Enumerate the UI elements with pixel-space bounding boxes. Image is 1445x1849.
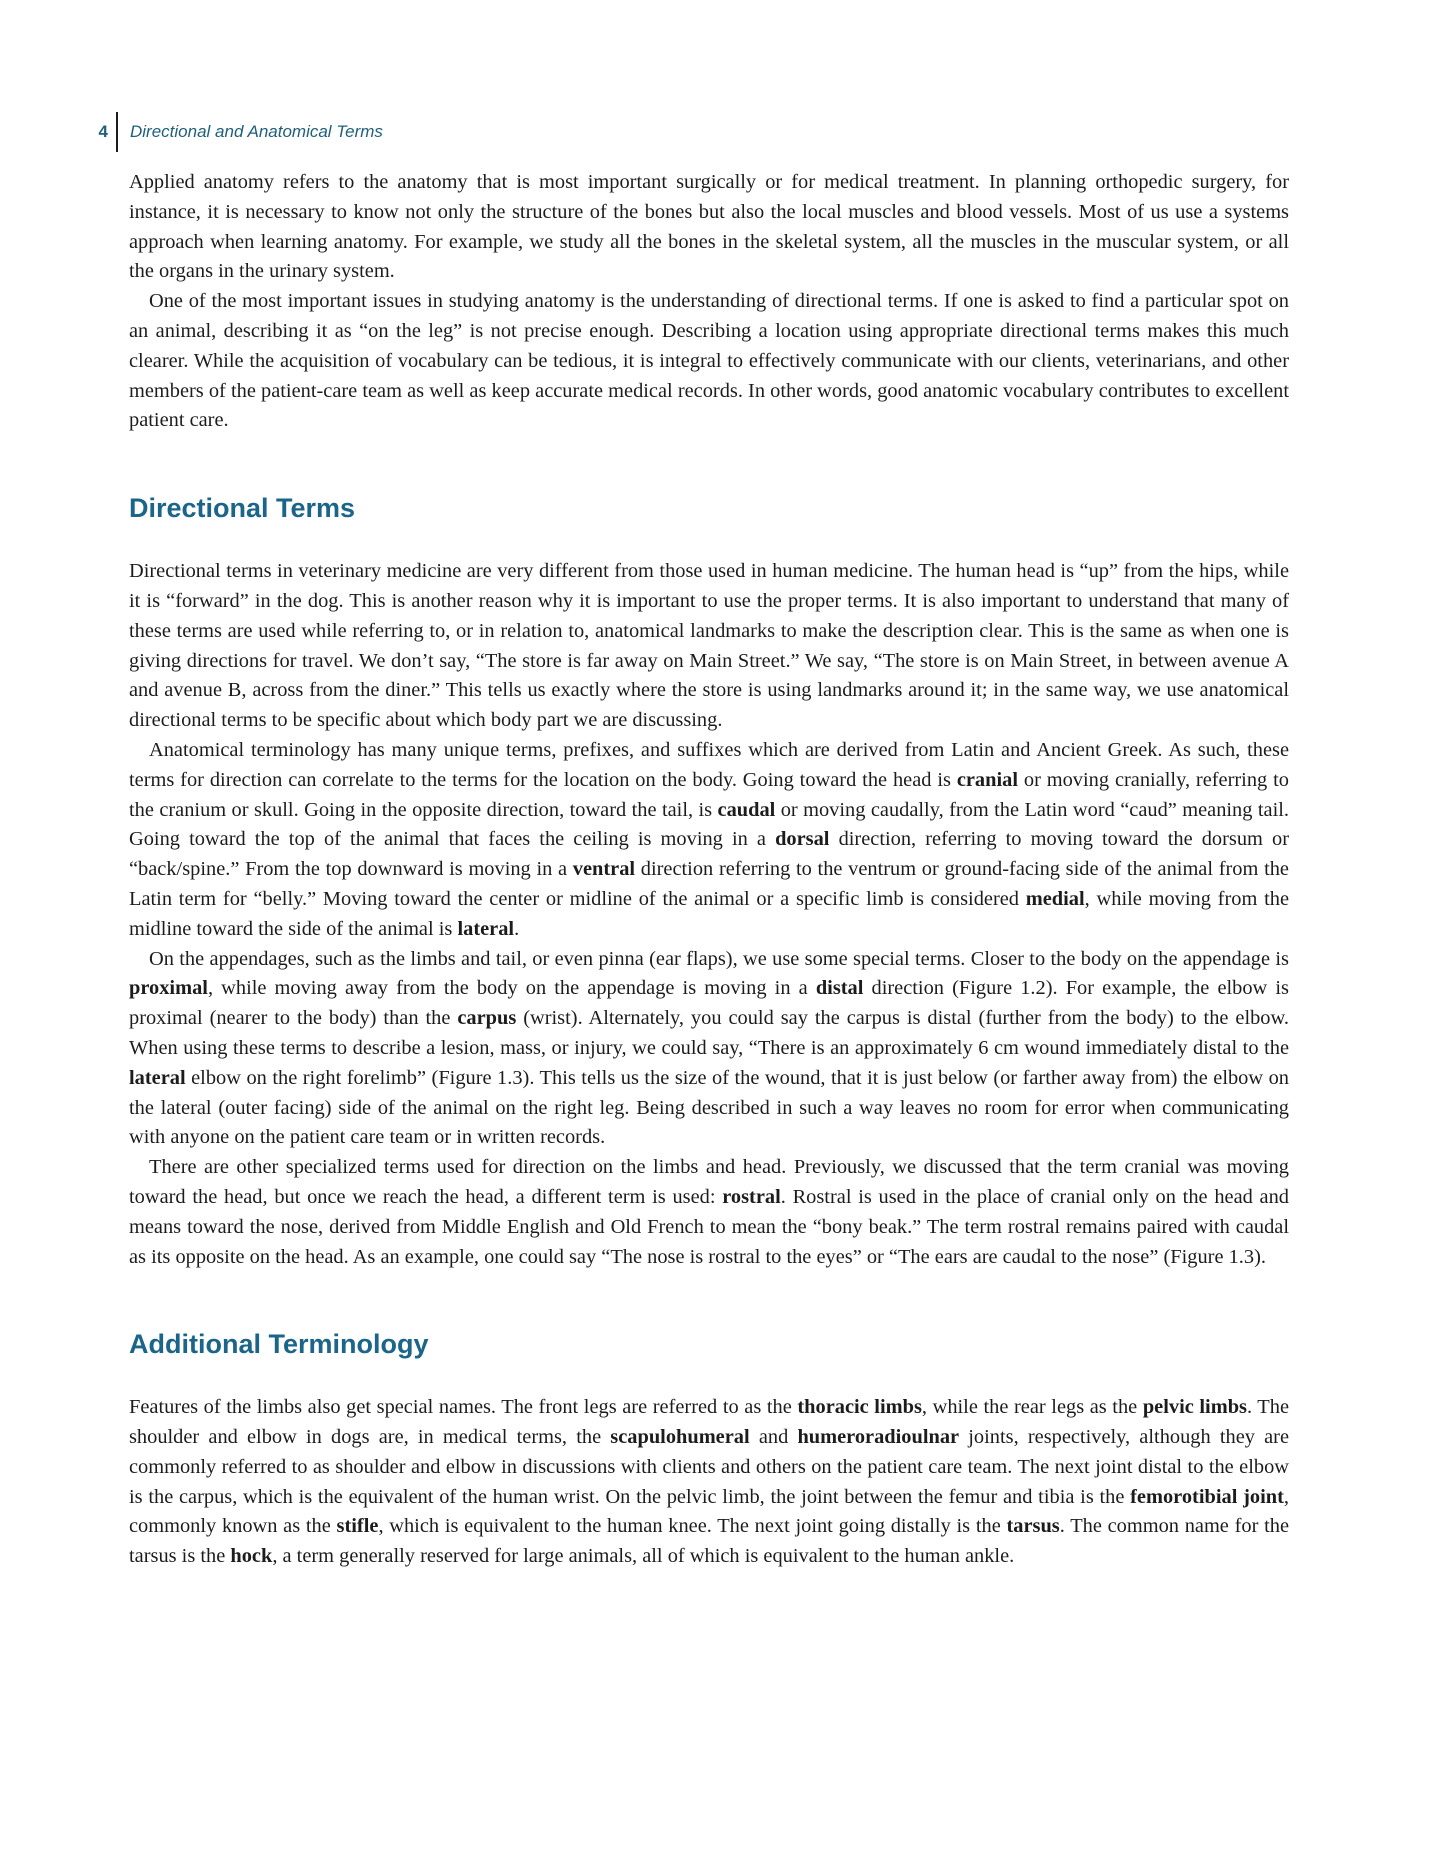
term-thoracic-limbs: thoracic limbs	[797, 1396, 922, 1419]
term-scapulohumeral: scapulohumeral	[610, 1426, 750, 1449]
directional-paragraph-2	[129, 736, 1289, 945]
term-proximal: proximal	[129, 977, 208, 1000]
directional-paragraph-1: Directional terms in veterinary medicine are very different from those used in human medicine. The human head is “up” from the hips, while it is “forward” in the dog. This is another reason why it is important to use the proper terms. It is also important to understand that many of these terms are used while referring to, or in relation to, anatomical landmarks to make the description clear. This is the same as when one is giving directions for travel. We don’t say, “The store is far away on Main Street.” We say, “The store is on Main Street, in between avenue A and avenue B, across from the diner.” This tells us exactly where the store is using landmarks around it; in the same way, we use anatomical directional terms to be specific about which body part we are discussing.	[129, 560, 1289, 732]
text-run: .	[514, 917, 520, 940]
term-caudal: caudal	[717, 798, 776, 821]
term-rostral: rostral	[722, 1185, 781, 1208]
text-run: Anatomical terminology has many unique terms, prefixes, and suffixes which are derived from Latin and Ancient Greek. As such, these terms for direction can correlate to the terms for the location on the body. Going toward the head is	[129, 738, 1289, 791]
term-pelvic-limbs: pelvic limbs	[1142, 1396, 1247, 1419]
directional-paragraph-4	[129, 1153, 1289, 1272]
section-heading-directional-terms: Directional Terms	[129, 493, 356, 524]
text-run: , a term generally reserved for large animals, all of which is equivalent to the human ankle.	[272, 1545, 1015, 1568]
text-run: , while moving away from the body on the appendage is moving in a	[207, 977, 816, 1000]
term-ventral: ventral	[572, 858, 636, 881]
term-tarsus: tarsus	[1006, 1515, 1060, 1538]
section-heading-additional-terminology: Additional Terminology	[129, 1329, 429, 1360]
directional-paragraph-3	[129, 945, 1289, 1154]
page-body	[129, 168, 1289, 1572]
text-run: and	[749, 1426, 798, 1449]
header-divider	[116, 112, 118, 152]
term-hock: hock	[230, 1545, 273, 1568]
text-run: , while the rear legs as the	[921, 1396, 1143, 1419]
text-run: Features of the limbs also get special names. The front legs are referred to as the	[129, 1396, 798, 1419]
text-run: , commonly known as the	[129, 1485, 1289, 1538]
text-run: direction (Figure 1.2). For example, the elbow is proximal (nearer to the body) than the	[129, 977, 1289, 1030]
text-run: (wrist). Alternately, you could say the carpus is distal (further from the body) to the elbow. When using these terms to describe a lesion, mass, or injury, we could say, “There is an approximately 6 cm wound immediately distal to the	[129, 1007, 1289, 1059]
term-cranial: cranial	[956, 768, 1018, 791]
intro-paragraph-1: Applied anatomy refers to the anatomy that is most important surgically or for medical treatment. In planning orthopedic surgery, for instance, it is necessary to know not only the structure of the bones but also the local muscles and blood vessels. Most of us use a systems approach when learning anatomy. For example, we study all the bones in the skeletal system, all the muscles in the muscular system, or all the organs in the urinary system.	[129, 171, 1289, 283]
term-distal: distal	[815, 977, 864, 1000]
text-run: direction referring to the ventrum or ground-facing side of the animal from the Latin term for “belly.” Moving toward the center or midline of the animal or a specific limb is considered	[129, 858, 1289, 910]
term-carpus: carpus	[457, 1007, 517, 1030]
term-stifle: stifle	[336, 1515, 379, 1538]
text-run: joints, respectively, although they are commonly referred to as shoulder and elbow in discussions with clients and others on the patient care team. The next joint distal to the elbow is the carpus, which is the equivalent of the human wrist. On the pelvic limb, the joint between the femur and tibia is the	[129, 1426, 1290, 1508]
additional-paragraph-1	[129, 1393, 1289, 1572]
text-run: , which is equivalent to the human knee. The next joint going distally is the	[378, 1515, 1007, 1538]
intro-paragraph-2: One of the most important issues in studying anatomy is the understanding of directional terms. If one is asked to find a particular spot on an animal, describing it as “on the leg” is not precise enough. Describing a location using appropriate directional terms makes this much clearer. While the acquisition of vocabulary can be tedious, it is integral to effectively communicate with our clients, veterinarians, and other members of the patient-care team as well as keep accurate medical records. In other words, good anatomic vocabulary contributes to excellent patient care.	[129, 290, 1289, 432]
text-run: elbow on the right forelimb” (Figure 1.3). This tells us the size of the wound, that it is just below (or farther away from) the elbow on the lateral (outer facing) side of the animal on the right leg. Being described in such a way leaves no room for error when communicating with anyone on the patient care team or in written records.	[129, 1066, 1289, 1149]
running-title: Directional and Anatomical Terms	[130, 122, 383, 141]
term-medial: medial	[1025, 887, 1085, 910]
text-run: . The shoulder and elbow in dogs are, in medical terms, the	[129, 1396, 1290, 1449]
term-lateral: lateral	[129, 1066, 186, 1089]
text-run: direction, referring to moving toward the dorsum or “back/spine.” From the top downward is moving in a	[129, 828, 1289, 881]
text-run: There are other specialized terms used for direction on the limbs and head. Previously, we discussed that the term cranial was moving toward the head, but once we reach the head, a different term is used:	[129, 1156, 1289, 1208]
text-run: , while moving from the midline toward the side of the animal is	[129, 887, 1290, 940]
text-run: or moving caudally, from the Latin word “caud” meaning tail. Going toward the top of the animal that faces the ceiling is moving in a	[129, 798, 1289, 851]
text-run: . The common name for the tarsus is the	[129, 1515, 1289, 1568]
text-run: or moving cranially, referring to the cranium or skull. Going in the opposite direction, toward the tail, is	[129, 768, 1289, 821]
term-humeroradioulnar: humeroradioulnar	[797, 1426, 960, 1449]
page-number: 4	[98, 122, 108, 141]
term-dorsal: dorsal	[775, 828, 830, 851]
text-run: On the appendages, such as the limbs and tail, or even pinna (ear flaps), we use some special terms. Closer to the body on the appendage is	[149, 947, 1289, 970]
text-run: . Rostral is used in the place of cranial only on the head and means toward the nose, derived from Middle English and Old French to mean the “bony beak.” The term rostral remains paired with caudal as its opposite on the head. As an example, one could say “The nose is rostral to the eyes” or “The ears are caudal to the nose” (Figure 1.3).	[129, 1185, 1289, 1268]
running-head	[90, 112, 383, 152]
term-femorotibial-joint: femorotibial joint	[1130, 1485, 1284, 1508]
term-lateral: lateral	[457, 917, 515, 940]
